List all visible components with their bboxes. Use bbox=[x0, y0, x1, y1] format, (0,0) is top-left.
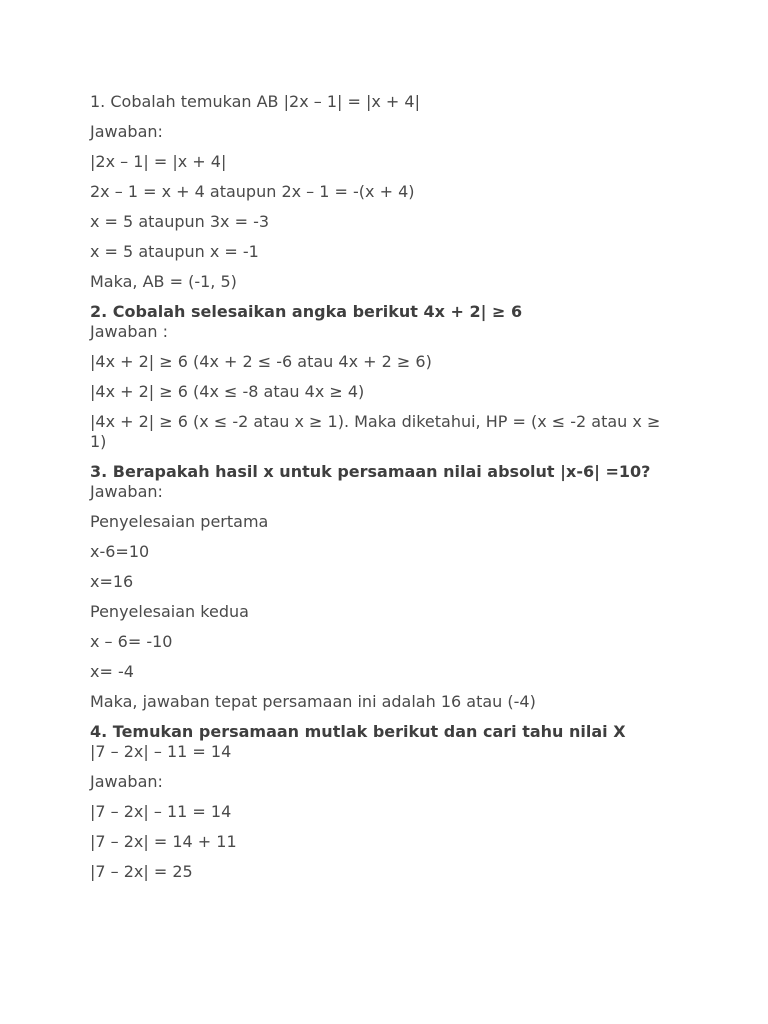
solution-step: x – 6= -10 bbox=[90, 632, 173, 651]
solution-conclusion: Maka, jawaban tepat persamaan ini adalah 16 atau (-4) bbox=[90, 692, 536, 711]
solution-step: 2x – 1 = x + 4 ataupun 2x – 1 = -(x + 4) bbox=[90, 182, 415, 201]
solution-step: x = 5 ataupun 3x = -3 bbox=[90, 212, 270, 231]
solution-step: x=16 bbox=[90, 572, 134, 591]
question-1-title: 1. Cobalah temukan AB |2x – 1| = |x + 4| bbox=[90, 92, 420, 111]
document-page bbox=[90, 92, 680, 892]
solution-heading: Penyelesaian kedua bbox=[90, 602, 249, 621]
solution-step: x= -4 bbox=[90, 662, 134, 681]
solution-step: x-6=10 bbox=[90, 542, 150, 561]
question-2-title: 2. Cobalah selesaikan angka berikut 4x + 2| ≥ 6 bbox=[90, 302, 523, 321]
solution-heading: Penyelesaian pertama bbox=[90, 512, 269, 531]
solution-step: |7 – 2x| = 25 bbox=[90, 862, 193, 881]
solution-step: |4x + 2| ≥ 6 (4x + 2 ≤ -6 atau 4x + 2 ≥ 6) bbox=[90, 352, 432, 371]
solution-step: |7 – 2x| = 14 + 11 bbox=[90, 832, 237, 851]
solution-conclusion: |4x + 2| ≥ 6 (x ≤ -2 atau x ≥ 1). Maka diketahui, HP = (x ≤ -2 atau x ≥ 1) bbox=[90, 412, 661, 451]
solution-step: |7 – 2x| – 11 = 14 bbox=[90, 802, 232, 821]
answer-label: Jawaban: bbox=[90, 482, 163, 501]
solution-step: |4x + 2| ≥ 6 (4x ≤ -8 atau 4x ≥ 4) bbox=[90, 382, 365, 401]
answer-label: Jawaban: bbox=[90, 122, 163, 141]
question-4-equation: |7 – 2x| – 11 = 14 bbox=[90, 742, 232, 761]
question-4-title: 4. Temukan persamaan mutlak berikut dan cari tahu nilai X bbox=[90, 722, 626, 741]
solution-step: |2x – 1| = |x + 4| bbox=[90, 152, 227, 171]
answer-label: Jawaban : bbox=[90, 322, 168, 341]
solution-conclusion: Maka, AB = (-1, 5) bbox=[90, 272, 237, 291]
answer-label: Jawaban: bbox=[90, 772, 163, 791]
solution-step: x = 5 ataupun x = -1 bbox=[90, 242, 259, 261]
question-3-title: 3. Berapakah hasil x untuk persamaan nilai absolut |x-6| =10? bbox=[90, 462, 651, 481]
